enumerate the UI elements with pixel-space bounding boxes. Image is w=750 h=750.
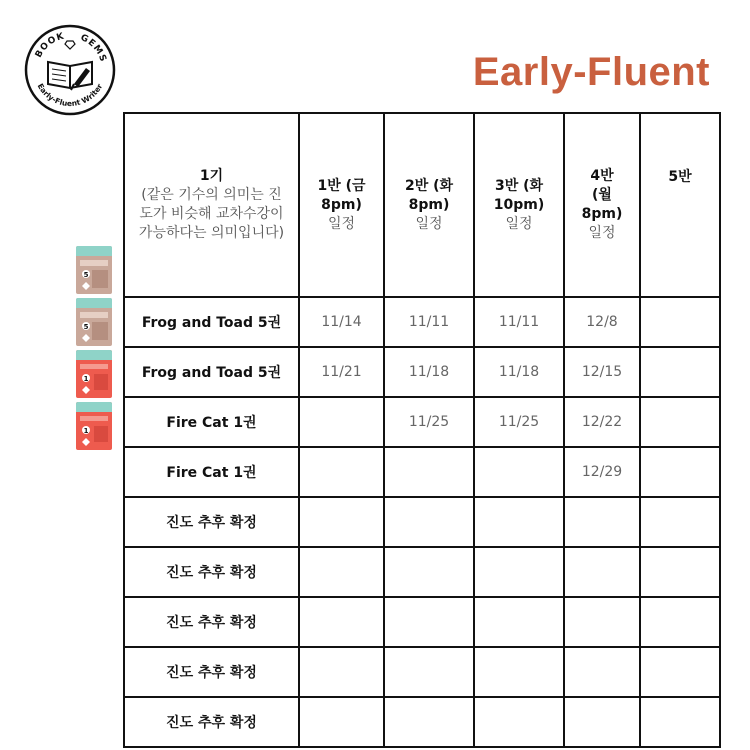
date-cell (564, 497, 640, 547)
date-cell (384, 647, 474, 697)
date-cell (384, 447, 474, 497)
date-cell (384, 547, 474, 597)
date-cell: 11/18 (474, 347, 564, 397)
table-row (124, 597, 720, 647)
date-cell: 11/25 (384, 397, 474, 447)
column-header-label: 5반 (668, 169, 692, 185)
column-header-sub: 일정 (505, 215, 533, 232)
row-label: 진도 추후 확정 (124, 547, 299, 597)
book-cover-thumbnail (76, 246, 112, 294)
column-header-sub: 일정 (415, 215, 443, 232)
book-cover-thumbnail (76, 350, 112, 398)
date-cell: 12/8 (564, 297, 640, 347)
column-header-sub: 일정 (327, 215, 356, 232)
date-cell: 11/14 (299, 297, 384, 347)
date-cell (640, 597, 720, 647)
svg-text:5: 5 (83, 323, 89, 331)
date-cell (564, 547, 640, 597)
table-row (124, 347, 720, 397)
column-header-label: 2반 (화 8pm) (404, 177, 454, 213)
date-cell (474, 697, 564, 747)
row-label: 진도 추후 확정 (124, 597, 299, 647)
date-cell: 12/15 (564, 347, 640, 397)
date-cell (474, 497, 564, 547)
date-cell (299, 597, 384, 647)
date-cell (564, 597, 640, 647)
date-cell (564, 647, 640, 697)
table-row (124, 697, 720, 747)
fire-cat-cover-icon (76, 350, 112, 398)
table-row (124, 547, 720, 597)
row-label: Fire Cat 1권 (124, 447, 299, 497)
date-cell: 11/11 (384, 297, 474, 347)
column-header-label: 3반 (화 10pm) (493, 177, 545, 213)
logo-badge-icon (24, 24, 116, 116)
date-cell (564, 697, 640, 747)
table-row (124, 647, 720, 697)
column-header-class-1 (299, 113, 384, 297)
date-cell (384, 597, 474, 647)
term-title: 1기 (199, 168, 224, 184)
date-cell (640, 397, 720, 447)
row-label: 진도 추후 확정 (124, 497, 299, 547)
date-cell (299, 547, 384, 597)
corner-header (124, 113, 299, 297)
date-cell (299, 497, 384, 547)
column-header-class-5 (640, 113, 720, 297)
svg-text:1: 1 (83, 375, 89, 383)
svg-text:5: 5 (83, 271, 89, 279)
table-row (124, 447, 720, 497)
column-header-sub: 일정 (588, 225, 616, 241)
date-cell (474, 597, 564, 647)
date-cell (299, 397, 384, 447)
term-note: (같은 기수의 의미는 진도가 비슷해 교차수강이 가능하다는 의미입니다) (138, 187, 285, 241)
date-cell: 12/22 (564, 397, 640, 447)
logo-right-text: GEMS (78, 32, 109, 64)
table-row (124, 297, 720, 347)
date-cell (384, 697, 474, 747)
row-label: Frog and Toad 5권 (124, 347, 299, 397)
logo-bottom-text: Early-Fluent Writer (35, 81, 105, 109)
column-header-class-3 (474, 113, 564, 297)
date-cell: 12/29 (564, 447, 640, 497)
book-gems-logo (24, 24, 116, 116)
date-cell (474, 547, 564, 597)
date-cell (384, 497, 474, 547)
date-cell (474, 447, 564, 497)
frog-and-toad-cover-icon (76, 246, 112, 294)
table-row (124, 397, 720, 447)
column-header-class-2 (384, 113, 474, 297)
date-cell (640, 447, 720, 497)
date-cell (640, 347, 720, 397)
row-label: 진도 추후 확정 (124, 647, 299, 697)
fire-cat-cover-icon (76, 402, 112, 450)
schedule-table (123, 112, 721, 748)
date-cell: 11/18 (384, 347, 474, 397)
date-cell (640, 697, 720, 747)
date-cell (640, 297, 720, 347)
date-cell (299, 697, 384, 747)
table-row (124, 497, 720, 547)
row-label: 진도 추후 확정 (124, 697, 299, 747)
date-cell: 11/21 (299, 347, 384, 397)
date-cell (299, 647, 384, 697)
svg-text:1: 1 (83, 427, 89, 435)
book-cover-thumbnail (76, 402, 112, 450)
date-cell (474, 647, 564, 697)
logo-top-text: BOOK (33, 31, 66, 60)
column-header-label: 1반 (금 8pm) (317, 177, 366, 213)
date-cell: 11/11 (474, 297, 564, 347)
column-header-label: 4반 (월 8pm) (581, 168, 623, 222)
date-cell (640, 497, 720, 547)
book-cover-thumbnail (76, 298, 112, 346)
frog-and-toad-cover-icon (76, 298, 112, 346)
date-cell (640, 547, 720, 597)
column-header-class-4 (564, 113, 640, 297)
row-label: Fire Cat 1권 (124, 397, 299, 447)
date-cell (640, 647, 720, 697)
header-row (124, 113, 720, 297)
date-cell (299, 447, 384, 497)
row-label: Frog and Toad 5권 (124, 297, 299, 347)
page-title: Early-Fluent (472, 50, 710, 94)
date-cell: 11/25 (474, 397, 564, 447)
